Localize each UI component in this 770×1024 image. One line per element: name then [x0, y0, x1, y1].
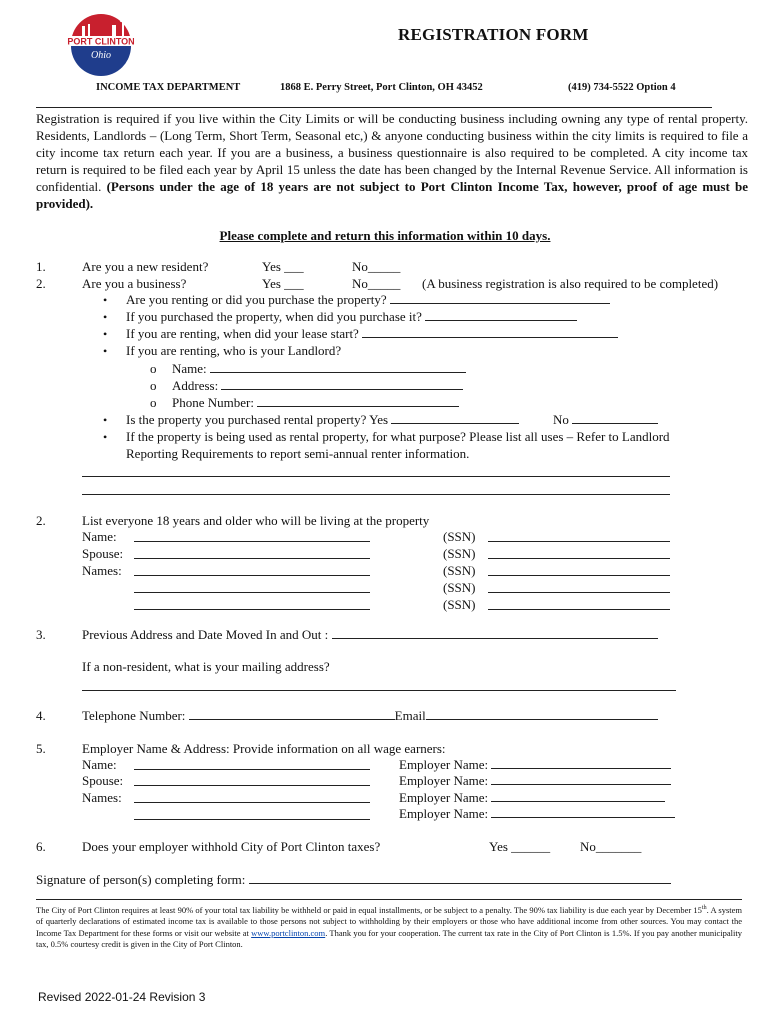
- footer-text: [36, 903, 742, 951]
- email-label: Email: [394, 708, 426, 723]
- rental-purpose-line-1[interactable]: [82, 476, 670, 477]
- q1-no[interactable]: No_____: [352, 259, 401, 274]
- previous-address-field[interactable]: [332, 627, 658, 639]
- mailing-address-field[interactable]: [82, 690, 676, 691]
- bullet-icon: •: [103, 327, 108, 341]
- intro-text: Registration is required if you live within the City Limits or will be conducting business including owning any type of rental property. Residents, Landlords – (Long Term, Short Term, Seasonal etc,) & anyone conducting business within the city limits is required to file a city income tax return each year. If you are a business, a business questionnaire is also required to be completed. A city income tax return is required to be filed each year by April 15 unless the date has been changed by the Internal Revenue Service. All information is confidential.: [36, 111, 748, 194]
- instruction: Please complete and return this information within 10 days.: [219, 228, 551, 243]
- landlord-name-label: Name:: [172, 361, 207, 376]
- renting-question: Are you renting or did you purchase the property?: [126, 292, 387, 307]
- port-clinton-logo: [62, 12, 140, 76]
- q5-names-label: Names:: [82, 790, 122, 805]
- q5-names-field-2[interactable]: [134, 819, 370, 820]
- nonresident-question: If a non-resident, what is your mailing address?: [82, 659, 330, 674]
- q5-spouse-label: Spouse:: [82, 773, 124, 788]
- bullet-icon: •: [103, 310, 108, 324]
- purchase-date-field[interactable]: [425, 309, 577, 321]
- sub-bullet-icon: o: [150, 378, 157, 393]
- employer-name-label: Employer Name:: [399, 773, 489, 788]
- landlord-address-field[interactable]: [221, 378, 463, 390]
- q5-name-label: Name:: [82, 757, 117, 772]
- rental-no-field[interactable]: [572, 412, 658, 424]
- q6-number: 6.: [36, 839, 46, 854]
- footer-p2: . A system of quarterly declarations of estimated income tax is available to those persons not subject to withholding by their employers or those who have additional income from other sources. You may contact the Income Tax Department for these forms or visit our website at: [36, 904, 742, 938]
- employer-name-label: Employer Name:: [399, 790, 489, 805]
- rental-purpose-line-2[interactable]: [82, 494, 670, 495]
- employer-name-field[interactable]: [491, 806, 675, 818]
- q5-spouse-field[interactable]: [134, 785, 370, 786]
- sub-bullet-icon: o: [150, 395, 157, 410]
- q2-names-field-2[interactable]: [134, 592, 370, 593]
- q3-text: Previous Address and Date Moved In and Out :: [82, 627, 329, 642]
- employer-name-label: Employer Name:: [399, 757, 489, 772]
- q1-yes[interactable]: Yes ___: [262, 259, 304, 274]
- employer-name-field[interactable]: [491, 757, 671, 769]
- landlord-phone-field[interactable]: [257, 395, 459, 407]
- intro-paragraph: [36, 110, 748, 212]
- telephone-label: Telephone Number:: [82, 708, 186, 723]
- ssn-label: (SSN): [443, 580, 476, 595]
- employer-name-label: Employer Name:: [399, 806, 489, 821]
- business-yes[interactable]: Yes ___: [262, 276, 304, 291]
- rental-yes-field[interactable]: [391, 412, 519, 424]
- lease-start-question: If you are renting, when did your lease start?: [126, 326, 359, 341]
- form-title: REGISTRATION FORM: [398, 25, 589, 44]
- business-no[interactable]: No_____: [352, 276, 401, 291]
- rental-purpose-question-cont: Reporting Requirements to report semi-annual renter information.: [126, 446, 470, 461]
- q2-names-label: Names:: [82, 563, 122, 578]
- footer-sup: th: [701, 905, 707, 911]
- footer-p1: The City of Port Clinton requires at least 90% of your total tax liability be withheld or paid in equal installments, or be subject to a penalty. The 90% tax liability is due each year by December 15: [36, 904, 702, 915]
- q2-number: 2.: [36, 513, 46, 528]
- q2-text: List everyone 18 years and older who will be living at the property: [82, 513, 430, 528]
- header-phone: (419) 734-5522 Option 4: [568, 82, 676, 93]
- lease-start-field[interactable]: [362, 326, 618, 338]
- intro-bold: (Persons under the age of 18 years are not subject to Port Clinton Income Tax, however, proof of age must be provided).: [36, 179, 748, 211]
- bullet-icon: •: [103, 293, 108, 307]
- q1-new-resident: Are you a new resident?: [82, 259, 209, 274]
- rental-purpose-question: If the property is being used as rental property, for what purpose? Please list all uses – Refer to Landlord: [126, 429, 670, 444]
- bullet-icon: •: [103, 344, 108, 358]
- telephone-field[interactable]: [189, 708, 395, 720]
- sub-bullet-icon: o: [150, 361, 157, 376]
- q4-number: 4.: [36, 708, 46, 723]
- header-dept: INCOME TAX DEPARTMENT: [96, 82, 241, 93]
- landlord-phone-label: Phone Number:: [172, 395, 254, 410]
- q1-business: Are you a business?: [82, 276, 187, 291]
- q3-number: 3.: [36, 627, 46, 642]
- q6-yes[interactable]: Yes ______: [489, 839, 551, 854]
- rental-no-label: No: [553, 412, 569, 427]
- ssn-field-4[interactable]: [488, 592, 670, 593]
- signature-field[interactable]: [249, 872, 671, 884]
- ssn-label: (SSN): [443, 597, 476, 612]
- revision-note: Revised 2022-01-24 Revision 3: [38, 990, 206, 1004]
- rental-property-question: Is the property you purchased rental property? Yes: [126, 412, 389, 427]
- q2-name-label: Name:: [82, 529, 117, 544]
- ssn-field-1[interactable]: [488, 541, 670, 542]
- employer-name-field[interactable]: [491, 773, 671, 785]
- landlord-question: If you are renting, who is your Landlord?: [126, 343, 342, 358]
- purchase-date-question: If you purchased the property, when did you purchase it?: [126, 309, 422, 324]
- ssn-label: (SSN): [443, 529, 476, 544]
- signature-label: Signature of person(s) completing form:: [36, 872, 246, 887]
- bullet-icon: •: [103, 430, 108, 444]
- logo-top-text: PORT CLINTON: [67, 36, 135, 47]
- q2-names-field-3[interactable]: [134, 609, 370, 610]
- employer-name-field[interactable]: [491, 790, 665, 802]
- logo-bottom-text: Ohio: [91, 50, 111, 61]
- ssn-label: (SSN): [443, 563, 476, 578]
- q6-text: Does your employer withhold City of Port Clinton taxes?: [82, 839, 381, 854]
- renting-field[interactable]: [390, 292, 610, 304]
- landlord-address-label: Address:: [172, 378, 219, 393]
- q6-no[interactable]: No_______: [580, 839, 642, 854]
- q2-name-field[interactable]: [134, 541, 370, 542]
- q2-names-field-1[interactable]: [134, 575, 370, 576]
- bullet-icon: •: [103, 413, 108, 427]
- ssn-field-2[interactable]: [488, 558, 670, 559]
- q5-number: 5.: [36, 741, 46, 756]
- business-note: (A business registration is also required to be completed): [422, 276, 719, 291]
- q2-spouse-label: Spouse:: [82, 546, 124, 561]
- footer-divider: [36, 899, 742, 900]
- q5-text: Employer Name & Address: Provide information on all wage earners:: [82, 741, 446, 756]
- q1-number: 1.: [36, 259, 46, 274]
- q5-name-field[interactable]: [134, 769, 370, 770]
- ssn-label: (SSN): [443, 546, 476, 561]
- ssn-field-5[interactable]: [488, 609, 670, 610]
- header-address: 1868 E. Perry Street, Port Clinton, OH 43452: [280, 82, 483, 93]
- ssn-field-3[interactable]: [488, 575, 670, 576]
- header-divider: [36, 107, 712, 108]
- landlord-name-field[interactable]: [210, 361, 466, 373]
- q5-names-field-1[interactable]: [134, 802, 370, 803]
- q2a-number: 2.: [36, 276, 46, 291]
- website-link[interactable]: www.portclinton.com: [251, 927, 326, 938]
- q2-spouse-field[interactable]: [134, 558, 370, 559]
- email-field[interactable]: [426, 708, 658, 720]
- footer-p3: . Thank you for your cooperation. The current tax rate in the City of Port Clinton is 1.5%. If you pay another municipality tax, 0.5% courtesy credit is given in the City of Port Clinton.: [36, 927, 742, 950]
